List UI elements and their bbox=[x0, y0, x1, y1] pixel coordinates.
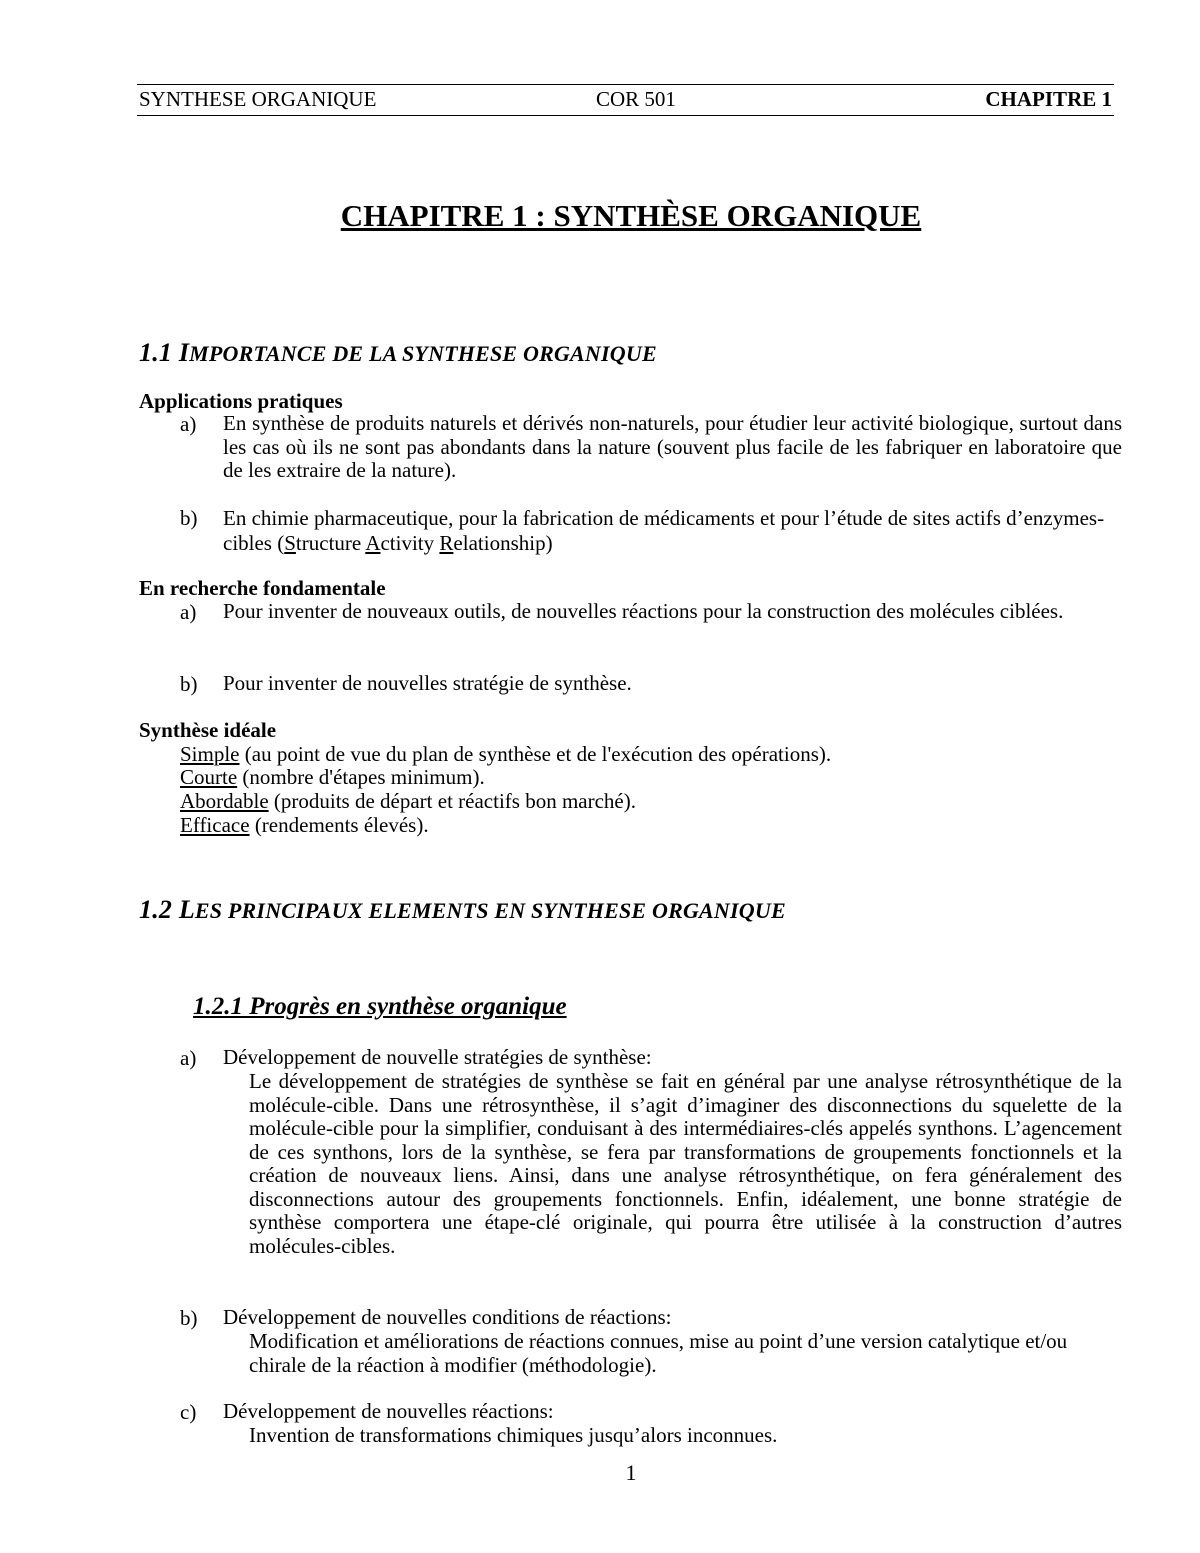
ideale-item bbox=[180, 766, 485, 790]
ideale-term: Abordable bbox=[180, 789, 269, 813]
progres-item-b-title: Développement de nouvelles conditions de réactions: bbox=[223, 1305, 672, 1329]
acronym-word: elationship) bbox=[453, 531, 553, 555]
section-heading-1-2 bbox=[139, 895, 786, 925]
ideale-term: Simple bbox=[180, 742, 240, 766]
list-marker: c) bbox=[180, 1400, 197, 1424]
progres-item-a-title: Développement de nouvelle stratégies de synthèse: bbox=[223, 1045, 652, 1069]
section-title-rest: ES PRINCIPAUX ELEMENTS EN SYNTHESE ORGANIQUE bbox=[194, 898, 786, 923]
section-number: 1.2 bbox=[139, 895, 179, 924]
progres-item-b-text: Modification et améliorations de réactions connues, mise au point d’une version catalytique et/ou chirale de la réaction à modifier (méthodologie). bbox=[249, 1329, 1068, 1377]
ideale-item bbox=[180, 814, 429, 838]
recherche-item-a: Pour inventer de nouveaux outils, de nouvelles réactions pour la construction des molécules ciblées. bbox=[223, 599, 1064, 623]
acronym-letter-s: S bbox=[284, 531, 296, 555]
ideale-term: Efficace bbox=[180, 813, 250, 837]
ideale-desc: (rendements élevés). bbox=[249, 813, 429, 837]
section-title-rest: MPORTANCE DE LA SYNTHESE ORGANIQUE bbox=[189, 341, 657, 366]
progres-item-c-title: Développement de nouvelles réactions: bbox=[223, 1399, 554, 1423]
progres-item-c-text: Invention de transformations chimiques jusqu’alors inconnues. bbox=[249, 1423, 778, 1447]
applications-item-b bbox=[223, 506, 1123, 556]
section-initial: L bbox=[178, 895, 195, 924]
list-marker: a) bbox=[180, 1046, 197, 1070]
acronym-letter-r: R bbox=[439, 531, 454, 555]
ideale-desc: (au point de vue du plan de synthèse et de l'exécution des opérations). bbox=[239, 742, 832, 766]
acronym-word: tructure bbox=[295, 531, 366, 555]
header-course-name: SYNTHESE ORGANIQUE bbox=[139, 87, 377, 111]
acronym-letter-a: A bbox=[365, 531, 381, 555]
applications-item-a: En synthèse de produits naturels et dérivés non-naturels, pour étudier leur activité biologique, surtout dans les cas où ils ne sont pas abondants dans la nature (souvent plus facile de les fabriquer en laboratoire que de les extraire de la nature). bbox=[223, 411, 1122, 482]
list-marker: b) bbox=[180, 1306, 198, 1330]
chapter-title: CHAPITRE 1 : SYNTHÈSE ORGANIQUE bbox=[340, 198, 922, 233]
header-course-code: COR 501 bbox=[596, 87, 676, 111]
list-marker: a) bbox=[180, 412, 197, 436]
list-marker: b) bbox=[180, 506, 198, 530]
section-number: 1.1 bbox=[139, 338, 179, 367]
progres-item-a-text: Le développement de stratégies de synthèse se fait en général par une analyse rétrosynthétique de la molécule-cible. Dans une rétrosynthèse, il s’agit d’imaginer des disconnections du squelette de la molécule-cible pour la simplifier, conduisant à des intermédiaires-clés appelés synthons. L’agencement de ces synthons, lors de la synthèse, se fera par transformations de groupements fonctionnels et la création de nouveaux liens. Ainsi, dans une analyse rétrosynthétique, on fera généralement des disconnections autour des groupements fonctionnels. Enfin, idéalement, une bonne stratégie de synthèse comportera une étape-clé originale, qui pourra être utilisée à la construction d’autres molécules-cibles. bbox=[249, 1069, 1122, 1258]
running-header bbox=[137, 84, 1114, 116]
page-number: 1 bbox=[625, 1460, 637, 1485]
ideale-term: Courte bbox=[180, 765, 238, 789]
recherche-item-b: Pour inventer de nouvelles stratégie de synthèse. bbox=[223, 671, 632, 695]
list-marker: a) bbox=[180, 600, 197, 624]
section-heading-1-1 bbox=[139, 338, 657, 368]
ideale-item bbox=[180, 790, 636, 814]
recherche-heading: En recherche fondamentale bbox=[139, 576, 386, 600]
list-marker: b) bbox=[180, 672, 198, 696]
applications-heading: Applications pratiques bbox=[139, 389, 343, 413]
applications-item-b-text: En chimie pharmaceutique, pour la fabrication de médicaments et pour l’étude de sites actifs d’enzymes-cibles ( bbox=[223, 506, 1105, 555]
ideale-item bbox=[180, 743, 831, 767]
ideale-heading: Synthèse idéale bbox=[139, 718, 277, 742]
acronym-word: ctivity bbox=[380, 531, 440, 555]
section-initial: I bbox=[178, 338, 190, 367]
subsection-heading-1-2-1: 1.2.1 Progrès en synthèse organique bbox=[193, 993, 567, 1020]
ideale-desc: (nombre d'étapes minimum). bbox=[237, 765, 485, 789]
ideale-desc: (produits de départ et réactifs bon marché). bbox=[268, 789, 636, 813]
header-chapter: CHAPITRE 1 bbox=[985, 87, 1112, 111]
